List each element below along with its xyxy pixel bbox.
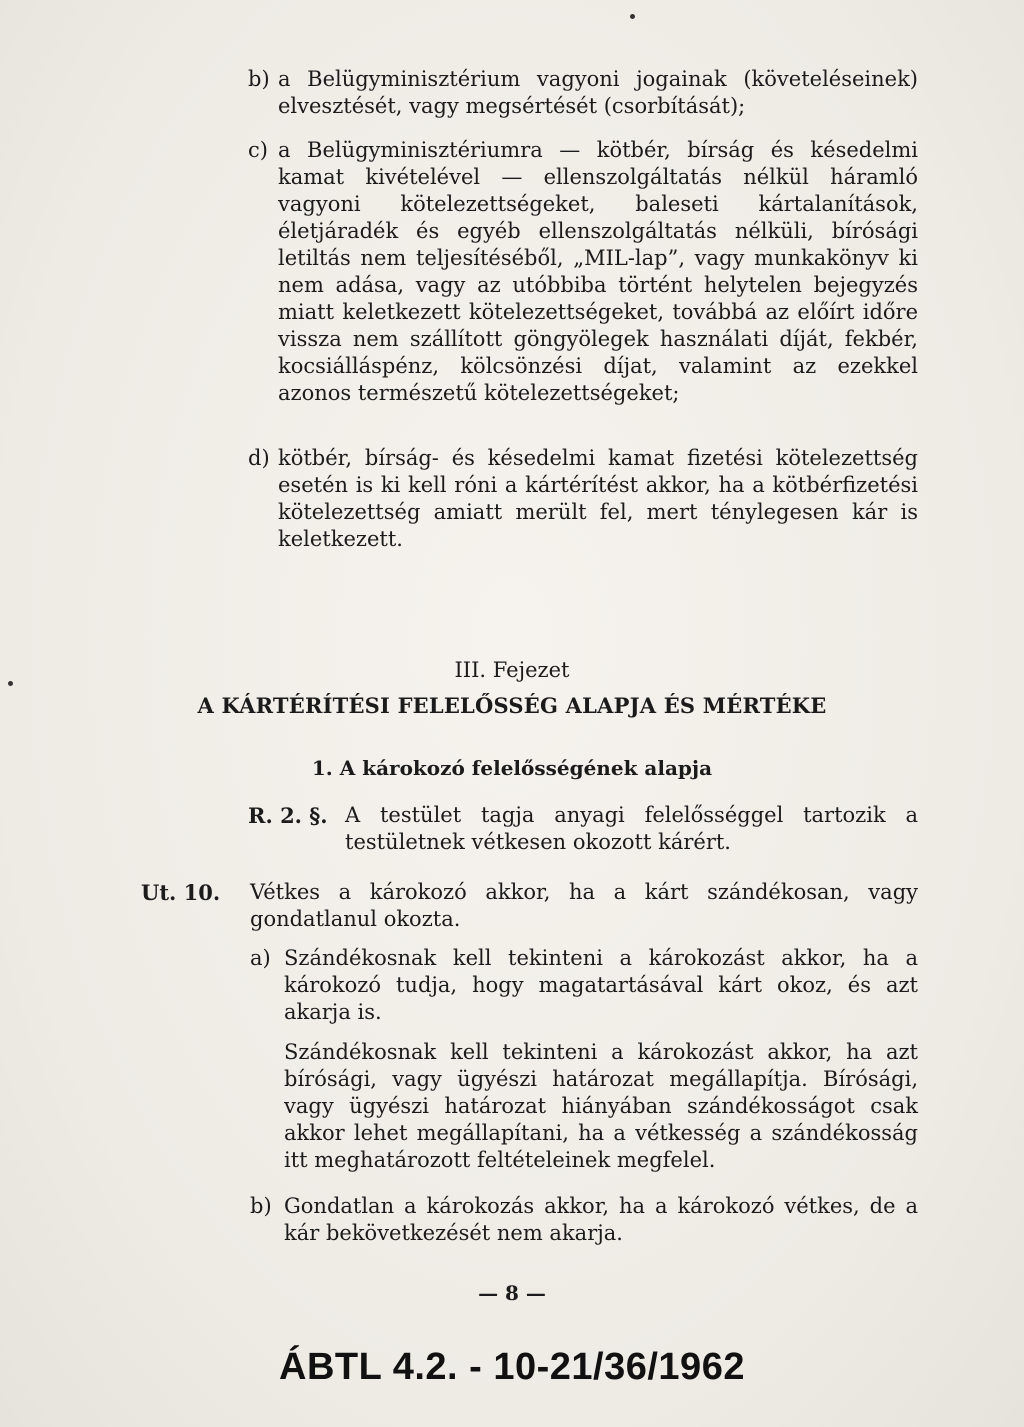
ut10-b <box>250 1193 918 1247</box>
ut10-text: Vétkes a károkozó akkor, ha a kárt szándékosan, vagy gondatlanul okozta. <box>250 880 918 931</box>
item-b <box>248 66 918 120</box>
item-b-label: b) <box>248 67 270 91</box>
item-c <box>248 137 918 407</box>
item-c-text: a Belügyminisztériumra — kötbér, bírság és késedelmi kamat kivételével — ellenszolgáltatás nélkül háramló vagyoni kötelezettségeket, baleseti kártalanítások, életjáradék és egyéb ellenszolgáltatás nélküli, bírósági letiltás nem teljesítéséből, „MIL-lap”, vagy munkakönyv ki nem adása, vagy az utóbbiba történt helytelen bejegyzés miatt keletkezett kötelezettségeket, továbbá az előírt időre vissza nem szállított göngyölegek használati díját, fekbér, kocsiálláspénz, kölcsönzési díjat, valamint az ezekkel azonos természetű kötelezettségeket; <box>278 138 918 405</box>
chapter-title: A KÁRTÉRÍTÉSI FELELŐSSÉG ALAPJA ÉS MÉRTÉKE <box>197 693 827 718</box>
r2-label: R. 2. §. <box>248 803 328 828</box>
item-b-text: a Belügyminisztérium vagyoni jogainak (követeléseinek) elvesztését, vagy megsértését (csorbítását); <box>278 67 918 118</box>
item-d <box>248 445 918 553</box>
ut10-b-label: b) <box>250 1194 272 1218</box>
r2-paragraph <box>248 802 918 856</box>
archive-stamp: ÁBTL 4.2. - 10-21/36/1962 <box>279 1346 745 1388</box>
section-title: 1. A károkozó felelősségének alapja <box>311 756 713 780</box>
r2-text: A testület tagja anyagi felelősséggel tartozik a testületnek vétkesen okozott kárért. <box>345 803 918 854</box>
ut10-a-text: Szándékosnak kell tekinteni a károkozást akkor, ha a károkozó tudja, hogy magatartásával kárt okoz, és azt akarja is. <box>284 946 918 1024</box>
ink-speck <box>630 14 635 19</box>
ut10-a-paragraph-2: Szándékosnak kell tekinteni a károkozást akkor, ha azt bírósági, vagy ügyészi határozat megállapítja. Bírósági, vagy ügyészi határozat hiányában szándékosságot csak akkor lehet megállapítani, ha a vétkesség a szándékosság itt meghatározott feltételeinek megfelel. <box>284 1040 918 1172</box>
page-number: — 8 — <box>478 1281 546 1305</box>
item-c-label: c) <box>248 138 268 162</box>
item-d-text: kötbér, bírság- és késedelmi kamat fizetési kötelezettség esetén is ki kell róni a kártérítést akkor, ha a kötbérfizetési kötelezettség amiatt merült fel, mert ténylegesen kár is keletkezett. <box>278 446 918 551</box>
ut10-a-label: a) <box>250 946 271 970</box>
chapter-number: III. Fejezet <box>454 658 570 682</box>
ut10-label: Ut. 10. <box>141 880 221 905</box>
ut10-a <box>250 945 918 1026</box>
item-d-label: d) <box>248 446 270 470</box>
ut10-b-text: Gondatlan a károkozás akkor, ha a károkozó vétkes, de a kár bekövetkezését nem akarja. <box>284 1194 918 1245</box>
